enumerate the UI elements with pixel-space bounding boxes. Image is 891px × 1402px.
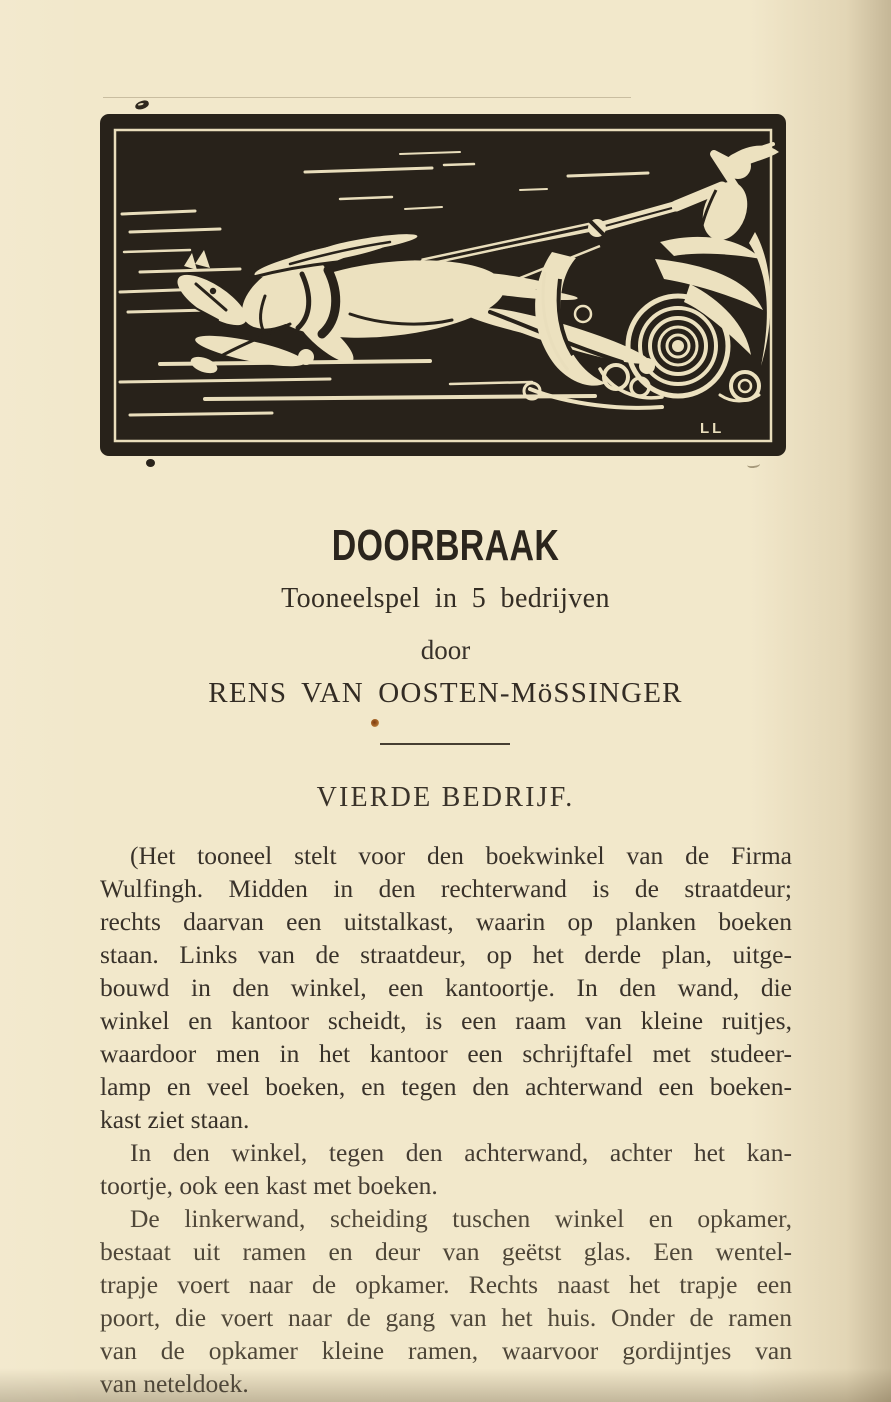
- author-name: RENS VAN OOSTEN-MöSSINGER: [208, 677, 683, 709]
- text-line: toortje, ook een kast met boeken.: [100, 1171, 438, 1200]
- ink-speck-bottom-right: [747, 460, 761, 468]
- text-line: rechts daarvan een uitstalkast, waarin op planken boeken: [100, 907, 792, 936]
- pencil-line: [103, 97, 631, 98]
- woodcut-illustration: [100, 114, 786, 456]
- horse-chariot-woodcut-image: [100, 114, 786, 456]
- text-line: kast ziet staan.: [100, 1105, 250, 1134]
- paragraph: [100, 1202, 792, 1400]
- text-line: van neteldoek.: [100, 1369, 249, 1398]
- text-line: De linkerwand, scheiding tuschen winkel en opkamer,: [130, 1204, 792, 1233]
- body-paragraphs: [100, 839, 792, 1400]
- text-line: waardoor men in het kantoor een schrijftafel met studeer-: [100, 1039, 792, 1068]
- text-line: In den winkel, tegen den achterwand, achter het kan-: [130, 1138, 792, 1167]
- paragraph: [100, 839, 792, 1136]
- paragraph: [100, 1136, 792, 1202]
- text-line: lamp en veel boeken, en tegen den achterwand een boeken-: [100, 1072, 792, 1101]
- subtitle: Tooneelspel in 5 bedrijven: [281, 583, 610, 614]
- text-line: (Het tooneel stelt voor den boekwinkel van de Firma: [130, 841, 792, 870]
- text-line: van de opkamer kleine ramen, waarvoor gordijntjes van: [100, 1336, 792, 1365]
- section-divider-rule: [380, 743, 510, 745]
- foxing-spot: [371, 719, 379, 727]
- artist-signature: LL: [700, 420, 725, 437]
- text-line: bouwd in den winkel, een kantoortje. In den wand, die: [100, 973, 792, 1002]
- section-heading: VIERDE BEDRIJF.: [316, 782, 575, 813]
- text-line: poort, die voert naar de gang van het huis. Onder de ramen: [100, 1303, 792, 1332]
- text-line: bestaat uit ramen en deur van geëtst glas. Een wentel-: [100, 1237, 792, 1266]
- text-line: staan. Links van de straatdeur, op het derde plan, uitge-: [100, 940, 792, 969]
- byline-prefix: door: [420, 635, 471, 665]
- text-line: winkel en kantoor scheidt, is een raam van kleine ruitjes,: [100, 1006, 792, 1035]
- page-title: DOORBRAAK: [331, 521, 560, 570]
- ink-speck-bottom-left: [146, 459, 155, 467]
- text-line: trapje voert naar de opkamer. Rechts naast het trapje een: [100, 1270, 792, 1299]
- text-line: Wulfingh. Midden in den rechterwand is de straatdeur;: [100, 874, 792, 903]
- ink-speck-top: [134, 99, 150, 110]
